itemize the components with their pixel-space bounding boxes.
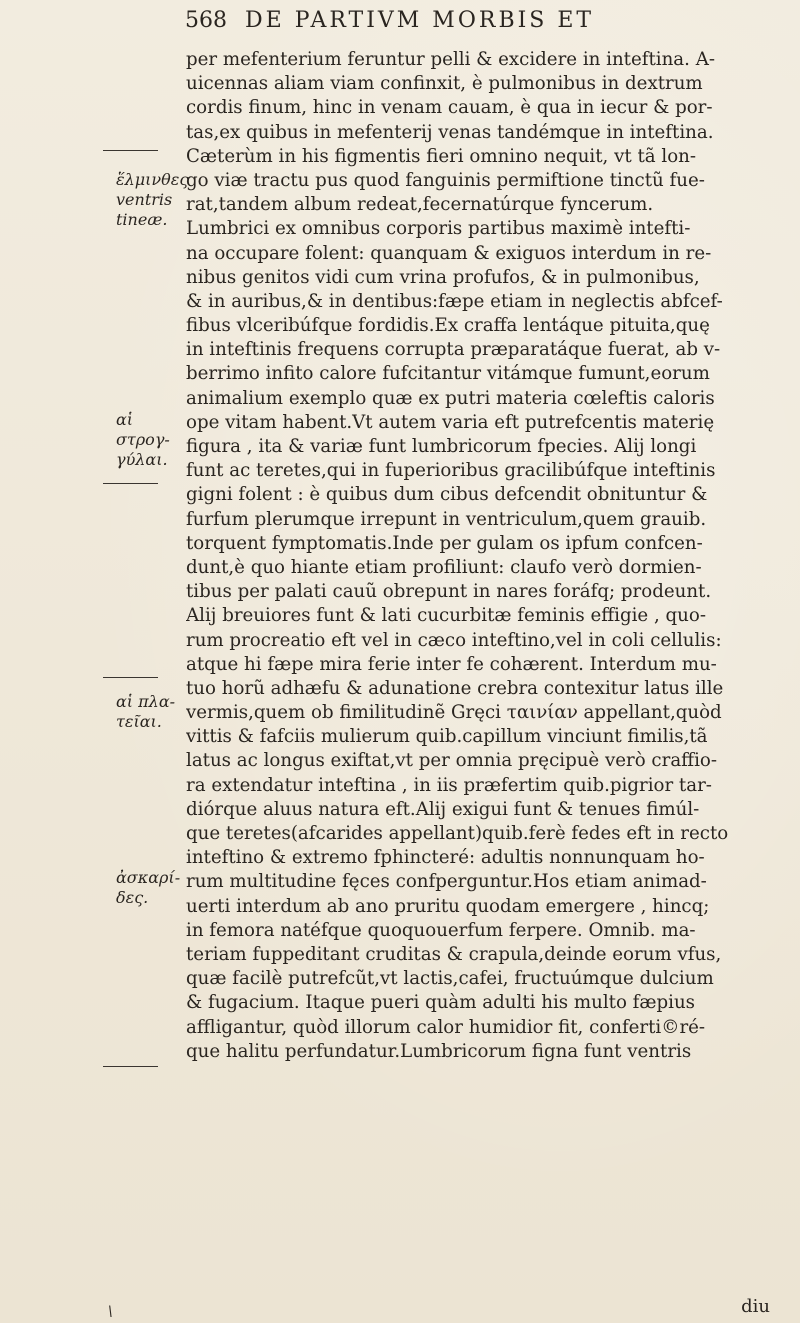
margin-note-line: ventris bbox=[116, 190, 173, 209]
margin-rule bbox=[103, 483, 158, 484]
text-line: fibus vlceribúfque fordidis.Ex craffa lentáque pituita,quę bbox=[186, 315, 710, 337]
main-text bbox=[186, 48, 780, 1064]
text-line: ra extendatur inteftina , in iis præfertim quib.pigrior tar- bbox=[186, 774, 712, 796]
text-line: rum procreatio eft vel in cæco inteftino,vel in coli cellulis: bbox=[186, 629, 722, 651]
text-line: rat,tandem album redeat,fecernatúrque fyncerum. bbox=[186, 194, 654, 216]
running-header bbox=[185, 8, 775, 38]
text-line: & fugacium. Itaque pueri quàm adulti his multo fæpius bbox=[186, 992, 696, 1014]
text-line: uicennas aliam viam confinxit, è pulmonibus in dextrum bbox=[186, 73, 703, 95]
margin-rule bbox=[103, 677, 158, 678]
text-line: in femora natéfque quoquouerfum ferpere. Omnib. ma- bbox=[186, 919, 696, 941]
text-line: quæ facilè putrefcũt,vt lactis,cafei, fructuúmque dulcium bbox=[186, 968, 714, 990]
text-line: Cæterùm in his figmentis fieri omnino nequit, vt tã lon- bbox=[186, 145, 697, 167]
margin-note-platiai bbox=[116, 692, 175, 732]
text-line: teriam fuppeditant cruditas & crapula,deinde eorum vfus, bbox=[186, 943, 722, 965]
text-line: atque hi fæpe mira ferie inter fe cohærent. Interdum mu- bbox=[186, 653, 717, 675]
text-line: tas,ex quibus in mefenterij venas tandémque in inteftina. bbox=[186, 121, 714, 143]
text-line: dunt,è quo hiante etiam profiliunt: claufo verò dormien- bbox=[186, 556, 702, 578]
margin-tick: \ bbox=[108, 1304, 113, 1320]
text-line: tuo horũ adhæfu & adunatione crebra contexitur latus ille bbox=[186, 677, 724, 699]
margin-note-line: δες. bbox=[116, 888, 149, 907]
text-line: cordis finum, hinc in venam cauam, è qua in iecur & por- bbox=[186, 97, 713, 119]
text-line: gigni folent : è quibus dum cibus defcendit obnituntur & bbox=[186, 484, 708, 506]
text-line: diórque aluus natura eft.Alij exigui funt & tenues fimúl- bbox=[186, 798, 700, 820]
margin-note-askarides bbox=[116, 868, 180, 908]
margin-note-line: τεῖαι. bbox=[116, 712, 162, 731]
text-line: ope vitam habent.Vt autem varia eft putrefcentis materię bbox=[186, 411, 715, 433]
catchword: diu bbox=[741, 1296, 770, 1317]
text-line: per mefenterium feruntur pelli & excidere in inteftina. A- bbox=[186, 49, 715, 70]
margin-rule bbox=[103, 1066, 158, 1067]
text-line: rum multitudine fęces confperguntur.Hos etiam animad- bbox=[186, 871, 707, 893]
text-line: tibus per palati cauũ obrepunt in nares foráfq; prodeunt. bbox=[186, 581, 712, 603]
text-line: inteftino & extremo fphincteré: adultis nonnunquam ho- bbox=[186, 847, 705, 869]
text-line: torquent fymptomatis.Inde per gulam os ipfum confcen- bbox=[186, 532, 703, 554]
text-line: funt ac teretes,qui in fuperioribus gracilibúfque inteftinis bbox=[186, 460, 716, 482]
margin-rule bbox=[103, 150, 158, 151]
text-line: Lumbrici ex omnibus corporis partibus maximè intefti- bbox=[186, 218, 691, 240]
text-line: in inteftinis frequens corrupta præparatáque fuerat, ab v- bbox=[186, 339, 721, 361]
page-number: 568 bbox=[185, 8, 227, 33]
text-line: figura , ita & variæ funt lumbricorum fpecies. Alij longi bbox=[186, 436, 697, 457]
margin-note-line: γύλαι. bbox=[116, 450, 168, 469]
text-line: vermis,quem ob fimilitudinẽ Gręci ταινίαν appellant,quòd bbox=[186, 702, 722, 724]
margin-note-line: αἱ στρογ- bbox=[116, 410, 170, 449]
text-line: que halitu perfundatur.Lumbricorum figna funt ventris bbox=[186, 1040, 692, 1062]
text-line: que teretes(afcarides appellant)quib.ferè fedes eft in recto bbox=[186, 823, 729, 844]
text-line: vittis & fafciis mulierum quib.capillum vinciunt fimilis,tã bbox=[186, 726, 708, 748]
text-line: berrimo infito calore fufcitantur vitámque fumunt,eorum bbox=[186, 363, 710, 385]
text-line: animalium exemplo quæ ex putri materia cœleftis caloris bbox=[186, 387, 715, 409]
text-line: uerti interdum ab ano pruritu quodam emergere , hincq; bbox=[186, 895, 710, 917]
text-line: Alij breuiores funt & lati cucurbitæ feminis effigie , quo- bbox=[186, 605, 706, 627]
margin-note-line: ἀσκαρί- bbox=[116, 868, 181, 887]
margin-note-helminthes bbox=[116, 170, 188, 230]
margin-note-line: ἕλμινθες bbox=[116, 170, 189, 189]
text-line: nibus genitos vidi cum vrina profufos, & in pulmonibus, bbox=[186, 266, 700, 288]
text-line: go viæ tractu pus quod fanguinis permiftione tinctũ fue- bbox=[186, 169, 705, 191]
margin-note-strongylai bbox=[116, 410, 180, 470]
text-line: furfum plerumque irrepunt in ventriculum,quem grauib. bbox=[186, 508, 707, 530]
margin-note-line: tineæ. bbox=[116, 210, 168, 229]
margin-note-line: αἱ πλα- bbox=[116, 692, 176, 711]
text-line: na occupare folent: quanquam & exiguos interdum in re- bbox=[186, 242, 712, 264]
text-line: latus ac longus exiftat,vt per omnia pręcipuè verò craffio- bbox=[186, 750, 717, 772]
text-line: & in auribus,& in dentibus:fæpe etiam in neglectis abfcef- bbox=[186, 290, 723, 312]
text-line: affligantur, quòd illorum calor humidior fit, conferti©ré- bbox=[186, 1016, 706, 1038]
running-title: DE PARTIVM MORBIS ET bbox=[245, 8, 595, 33]
